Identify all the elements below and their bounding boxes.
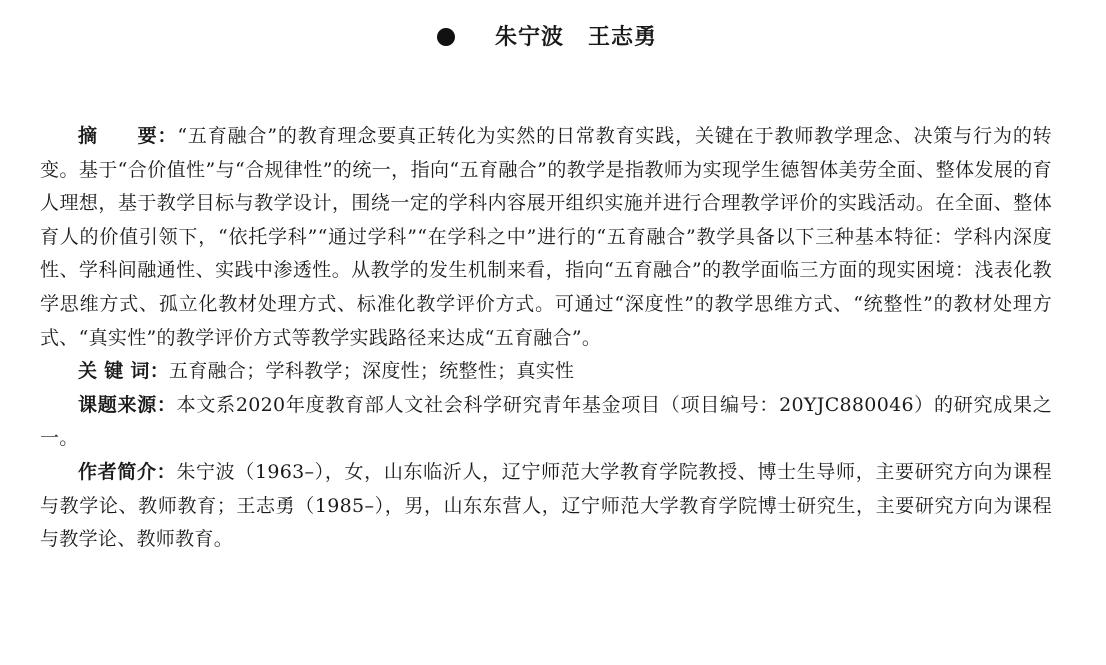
author-bio-text: 朱宁波（1963–），女，山东临沂人，辽宁师范大学教育学院教授、博士生导师，主要研究方向为课程与教学论、教师教育；王志勇（1985–），男，山东东营人，辽宁师范大学教育学院博士研究生，主要研究方向为课程与教学论、教师教育。 bbox=[40, 460, 1052, 551]
author-bio-label: 作者简介： bbox=[78, 460, 177, 483]
author-name-2: 王志勇 bbox=[588, 25, 658, 50]
author-name-1: 朱宁波 bbox=[494, 25, 564, 50]
abstract-text: “五育融合”的教育理念要真正转化为实然的日常教育实践，关键在于教师教学理念、决策与行为的转变。基于“合价值性”与“合规律性”的统一，指向“五育融合”的教学是指教师为实现学生德智体美劳全面、整体发展的育人理想，基于教学目标与教学设计，围绕一定的学科内容展开组织实施并进行合理教学评价的实践活动。在全面、整体育人的价值引领下，“依托学科”“通过学科”“在学科之中”进行的“五育融合”教学具备以下三种基本特征：学科内深度性、学科间融通性、实践中渗透性。从教学的发生机制来看，指向“五育融合”的教学面临三方面的现实困境：浅表化教学思维方式、孤立化教材处理方式、标准化教学评价方式。可通过“深度性”的教学思维方式、“统整性”的教材处理方式、“真实性”的教学评价方式等教学实践路径来达成“五育融合”。 bbox=[40, 125, 1052, 349]
funding-label: 课题来源： bbox=[78, 393, 177, 416]
keywords-paragraph bbox=[40, 355, 1052, 389]
article-front-matter bbox=[40, 120, 1052, 557]
funding-paragraph bbox=[40, 389, 1052, 456]
keywords-text: 五育融合；学科教学；深度性；统整性；真实性 bbox=[169, 360, 575, 383]
keywords-label: 关 键 词： bbox=[78, 360, 170, 383]
funding-text: 本文系2020年度教育部人文社会科学研究青年基金项目（项目编号：20YJC880046）的研究成果之一。 bbox=[40, 393, 1052, 450]
abstract-paragraph bbox=[40, 120, 1052, 355]
bullet-icon bbox=[437, 28, 455, 46]
abstract-label: 摘 要： bbox=[78, 125, 178, 147]
author-line bbox=[0, 20, 1106, 56]
author-bio-paragraph bbox=[40, 456, 1052, 557]
